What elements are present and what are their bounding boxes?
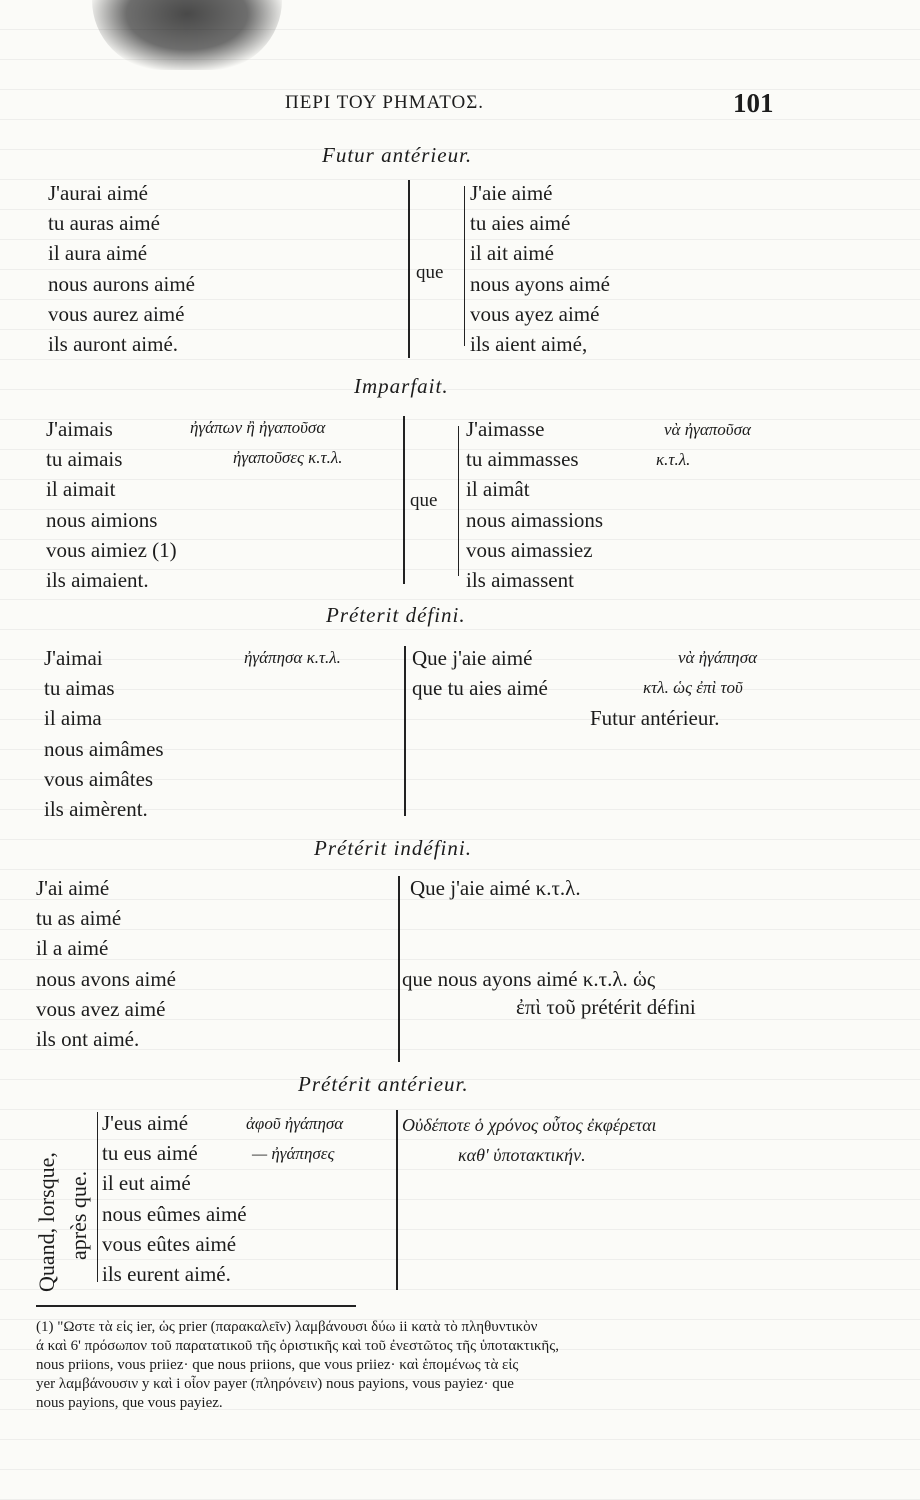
- defini-right-line: que tu aies aimé: [412, 676, 548, 700]
- indefini-right-line: que nous ayons aimé κ.τ.λ. ὡς: [402, 967, 656, 991]
- conjugation-line: il aura aimé: [48, 241, 148, 266]
- indefini-right-line: ἐπὶ τοῦ prétérit défini: [516, 995, 696, 1019]
- conjugation-line: ils aimèrent.: [44, 796, 148, 821]
- conjugation-line: vous aurez aimé: [48, 301, 185, 326]
- conjugation-line: ils aimaient.: [46, 567, 149, 592]
- section-title-anterieur: Prétérit antérieur.: [298, 1072, 469, 1096]
- conjugation-line: tu aimas: [44, 676, 115, 701]
- conjugation-line: il ait aimé: [470, 241, 554, 266]
- conjugation-line: il eut aimé: [102, 1171, 191, 1196]
- que-label: que: [416, 262, 444, 283]
- conjugation-line: ils auront aimé.: [48, 331, 179, 356]
- defini-right-line: Que j'aie aimé: [412, 646, 533, 670]
- conjugation-line: nous aimâmes: [44, 736, 164, 761]
- greek-gloss: κ.τ.λ.: [656, 450, 691, 469]
- conjugation-line: il aima: [44, 706, 102, 731]
- conjugation-line: nous avons aimé: [36, 966, 176, 991]
- conjugation-line: J'ai aimé: [36, 876, 110, 900]
- column-divider: [398, 876, 400, 1062]
- footnote-line: nous payions, que vous payiez.: [36, 1395, 223, 1411]
- greek-gloss: κτλ. ὡς ἐπὶ τοῦ: [643, 678, 743, 697]
- greek-note: Οὐδέποτε ὁ χρόνος οὗτος ἐκφέρεται: [402, 1115, 657, 1135]
- futur-left-column: [48, 178, 195, 359]
- conjugation-line: il aimait: [46, 477, 116, 502]
- conjugation-line: ils aient aimé,: [470, 331, 588, 356]
- conjugation-line: ils eurent aimé.: [102, 1261, 231, 1286]
- conjugation-line: J'aimai: [44, 646, 103, 670]
- greek-gloss: νὰ ἠγάπησα: [678, 648, 758, 667]
- conjugation-line: J'aimasse: [466, 417, 545, 441]
- greek-note: καθ' ὑποτακτικήν.: [458, 1145, 586, 1165]
- conjugation-line: nous aimassions: [466, 507, 604, 532]
- conjugation-line: nous aimions: [46, 507, 158, 532]
- que-label: que: [410, 490, 438, 511]
- section-title-imparfait: Imparfait.: [354, 374, 449, 398]
- ink-smudge: [92, 0, 282, 70]
- page-number: 101: [733, 88, 774, 118]
- footnote-line: yer λαμβάνουσιν y καὶ i οἷον payer (πληρόνειν) nous payions, vous payiez· que: [36, 1376, 514, 1392]
- imparfait-left-column: [46, 414, 177, 595]
- conjugation-line: vous eûtes aimé: [102, 1231, 237, 1256]
- conjugation-line: nous eûmes aimé: [102, 1201, 247, 1226]
- conjugation-line: ils ont aimé.: [36, 1026, 140, 1051]
- conjugation-line: il aimât: [466, 477, 530, 502]
- imparfait-right-column: [466, 414, 603, 595]
- conjugation-line: il a aimé: [36, 936, 109, 961]
- greek-gloss: ἠγαποῦσες κ.τ.λ.: [233, 448, 343, 467]
- greek-gloss: — ἠγάπησες: [252, 1144, 335, 1163]
- greek-gloss: ἠγάπησα κ.τ.λ.: [244, 648, 341, 667]
- indefini-left-column: [36, 873, 176, 1054]
- conjugation-line: vous aimiez (1): [46, 537, 177, 562]
- conjugation-line: tu aimais: [46, 447, 123, 472]
- page-header: [0, 88, 920, 122]
- column-divider: [403, 416, 405, 584]
- conjugation-line: J'aurai aimé: [48, 181, 148, 205]
- running-title: ΠΕΡΙ ΤΟΥ ΡΗΜΑΤΟΣ.: [285, 92, 485, 113]
- footnote-line: ά καὶ 6' πρόσωπον τοῦ παρατατικοῦ τῆς ὁριστικῆς καὶ τοῦ ἐνεστῶτος τῆς ὑποτακτικῆς,: [36, 1338, 559, 1354]
- brace-line: [464, 186, 465, 346]
- defini-right-line: Futur antérieur.: [590, 706, 720, 730]
- conjugation-line: tu aies aimé: [470, 211, 571, 236]
- section-title-indefini: Prétérit indéfini.: [314, 836, 472, 860]
- footnote-line: (1) "Ωστε τὰ εἰς ier, ὡς prier (παρακαλεῖν) λαμβάνουσι δύω ii κατὰ τὸ πληθυντικὸν: [36, 1319, 538, 1335]
- conjugation-line: vous aimassiez: [466, 537, 593, 562]
- column-divider: [396, 1110, 398, 1290]
- greek-gloss: ἠγάπων ἢ ἠγαποῦσα: [190, 418, 326, 437]
- conjugation-line: tu eus aimé: [102, 1141, 198, 1166]
- conjugation-line: tu as aimé: [36, 906, 122, 931]
- side-label-apres: après que.: [66, 1170, 91, 1260]
- futur-right-column: [470, 178, 610, 359]
- side-label-quand: Quand, lorsque,: [34, 1152, 59, 1292]
- conjugation-line: vous ayez aimé: [470, 301, 600, 326]
- conjugation-line: tu auras aimé: [48, 211, 160, 236]
- conjugation-line: J'aimais: [46, 417, 113, 441]
- conjugation-line: vous aimâtes: [44, 766, 154, 791]
- conjugation-line: ils aimassent: [466, 567, 574, 592]
- greek-gloss: ἀφοῦ ἠγάπησα: [246, 1114, 344, 1133]
- column-divider: [408, 180, 410, 358]
- footnote-rule: [36, 1305, 356, 1307]
- indefini-right-line: Que j'aie aimé κ.τ.λ.: [410, 876, 581, 900]
- brace-line: [97, 1112, 98, 1282]
- brace-line: [458, 426, 459, 576]
- anterieur-left-column: [102, 1108, 247, 1289]
- conjugation-line: J'aie aimé: [470, 181, 553, 205]
- footnote: [36, 1318, 771, 1413]
- section-title-defini: Préterit défini.: [326, 603, 466, 627]
- defini-left-column: [44, 643, 164, 824]
- section-title-futur: Futur antérieur.: [322, 143, 473, 167]
- footnote-line: nous priions, vous priiez· que nous priions, que vous priiez· καὶ ἑπομένως τὰ εἰς: [36, 1357, 519, 1373]
- conjugation-line: nous ayons aimé: [470, 271, 610, 296]
- greek-gloss: νὰ ἠγαποῦσα: [664, 420, 751, 439]
- column-divider: [404, 646, 406, 816]
- conjugation-line: vous avez aimé: [36, 996, 166, 1021]
- conjugation-line: J'eus aimé: [102, 1111, 189, 1135]
- conjugation-line: nous aurons aimé: [48, 271, 195, 296]
- conjugation-line: tu aimmasses: [466, 447, 579, 472]
